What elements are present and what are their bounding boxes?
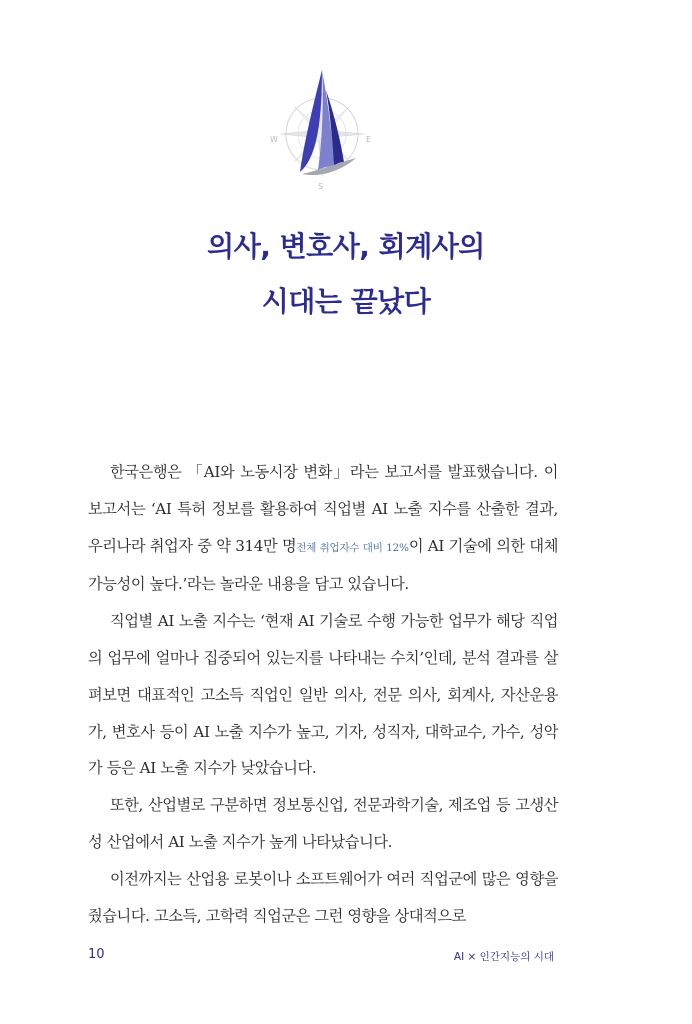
compass-east-label: E bbox=[366, 135, 372, 144]
compass-south-label: S bbox=[318, 182, 324, 191]
inline-note: 전체 취업자수 대비 12% bbox=[296, 541, 409, 554]
compass-west-label: W bbox=[270, 135, 278, 144]
paragraph-1: 한국은행은 「AI와 노동시장 변화」라는 보고서를 발표했습니다. 이 보고서는 ‘AI 특허 정보를 활용하여 직업별 AI 노출 지수를 산출한 결과, 우리나라 취업자 중 약 314만 명전체 취업자수 대비 12%이 AI 기술에 의한 대체 가능성이 높다.’라는 놀라운 내용을 담고 있습니다. bbox=[88, 463, 558, 594]
paragraph-4: 이전까지는 산업용 로봇이나 소프트웨어가 여러 직업군에 많은 영향을 줬습니다. 고소득, 고학력 직업군은 그런 영향을 상대적으로 bbox=[88, 869, 558, 925]
body-text bbox=[88, 454, 558, 934]
compass-sail-emblem bbox=[262, 62, 382, 197]
chapter-title-line2: 시대는 끝났다 bbox=[261, 285, 431, 318]
running-title: AI × 인간지능의 시대 bbox=[453, 951, 554, 963]
page-number: 10 bbox=[88, 947, 105, 962]
chapter-title-line1: 의사, 변호사, 회계사의 bbox=[207, 230, 485, 263]
paragraph-2: 직업별 AI 노출 지수는 ‘현재 AI 기술로 수행 가능한 업무가 해당 직업의 업무에 얼마나 집중되어 있는지를 나타내는 수치’인데, 분석 결과를 살펴보면 대표적인 고소득 직업인 일반 의사, 전문 의사, 회계사, 자산운용가, 변호사 등이 AI 노출 지수가 높고, 기자, 성직자, 대학교수, 가수, 성악가 등은 AI 노출 지수가 낮았습니다. bbox=[88, 612, 558, 778]
paragraph-3: 또한, 산업별로 구분하면 정보통신업, 전문과학기술, 제조업 등 고생산성 산업에서 AI 노출 지수가 높게 나타났습니다. bbox=[88, 796, 558, 851]
